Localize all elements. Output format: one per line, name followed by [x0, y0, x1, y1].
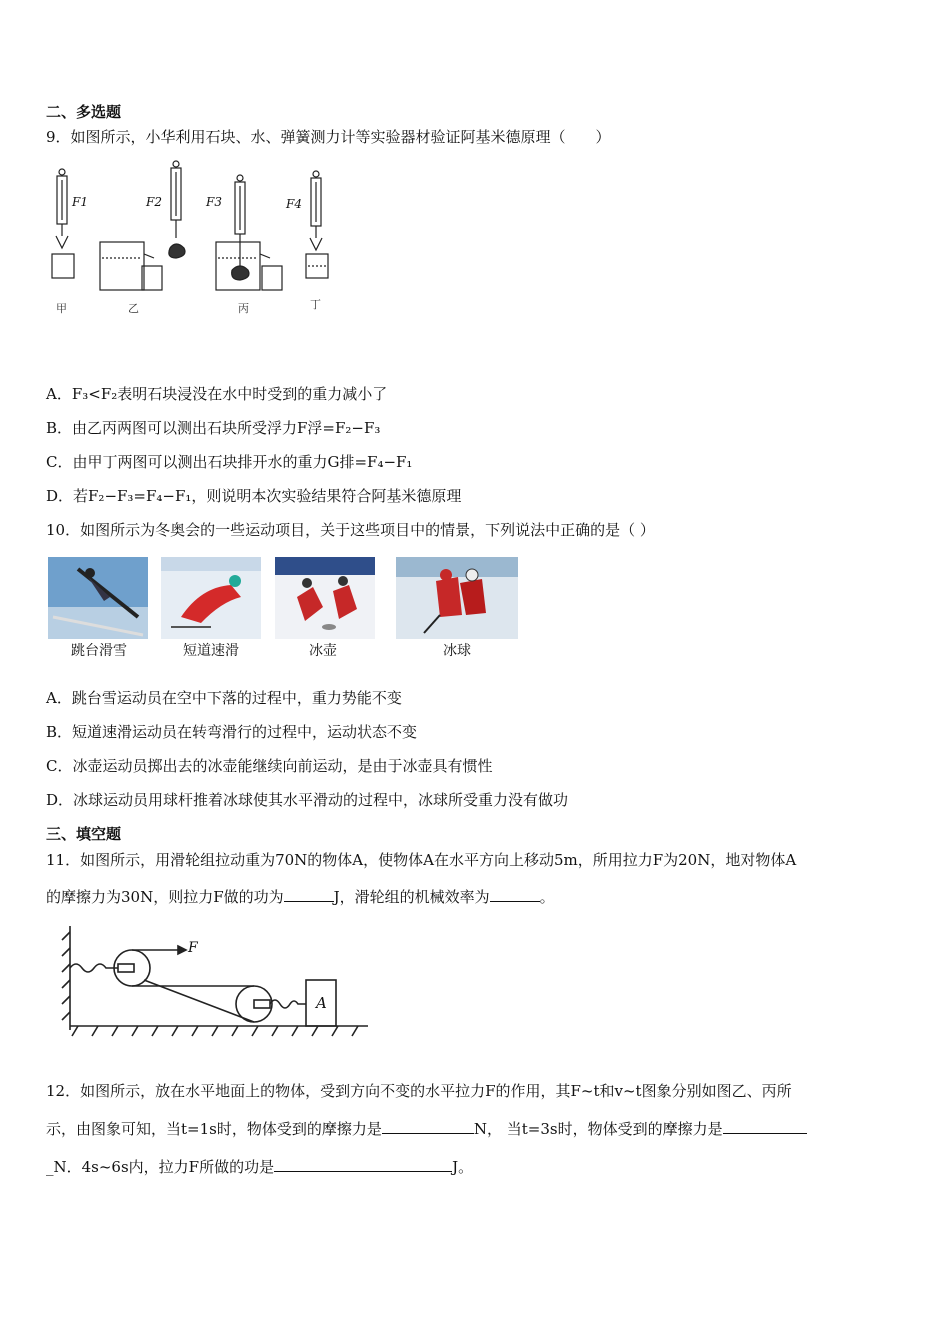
- question-11-line1: 11．如图所示，用滑轮组拉动重为70N的物体A，使物体A在水平方向上移动5m，所用拉力F为20N，地对物体A: [46, 851, 797, 869]
- label-ding: 丁: [310, 298, 321, 311]
- q10-option-c[interactable]: C．冰壶运动员掷出去的冰壶能继续向前运动，是由于冰壶具有惯性: [46, 757, 493, 775]
- speed-skating-photo: [161, 557, 261, 639]
- q9-option-a[interactable]: A．F₃<F₂表明石块浸没在水中时受到的重力减小了: [46, 385, 388, 403]
- question-11-line2: [46, 887, 555, 907]
- q10-option-a[interactable]: A．跳台雪运动员在空中下落的过程中，重力势能不变: [46, 689, 402, 707]
- pulley-system-figure: [58, 922, 374, 1044]
- question-12-line3: [46, 1157, 473, 1177]
- label-f3: F3: [206, 195, 222, 209]
- label-force-f: F: [188, 940, 198, 956]
- ski-jump-photo: [48, 557, 148, 639]
- q12-blank-friction-1s[interactable]: [382, 1119, 474, 1134]
- q10-option-b[interactable]: B．短道速滑运动员在转弯滑行的过程中，运动状态不变: [46, 723, 418, 741]
- q12-text-d: J。: [452, 1158, 474, 1176]
- q9-option-d[interactable]: D．若F₂−F₃=F₄−F₁，则说明本次实验结果符合阿基米德原理: [46, 487, 462, 505]
- q12-text-c: _N．4s~6s内，拉力F所做的功是: [46, 1158, 275, 1176]
- question-9-stem: 9．如图所示，小华利用石块、水、弹簧测力计等实验器材验证阿基米德原理（ ）: [46, 128, 611, 146]
- ice-hockey-photo: [396, 557, 518, 639]
- q9-option-c[interactable]: C．由甲丁两图可以测出石块排开水的重力G排=F₄−F₁: [46, 453, 413, 471]
- q11-text-c: 。: [539, 888, 555, 906]
- q12-blank-friction-3s[interactable]: [723, 1119, 807, 1134]
- q9-option-b[interactable]: B．由乙丙两图可以测出石块所受浮力F浮=F₂−F₃: [46, 419, 381, 437]
- label-f4: F4: [286, 197, 302, 211]
- label-f2: F2: [146, 195, 162, 209]
- q12-blank-work[interactable]: [274, 1157, 452, 1172]
- caption-ski-jump: 跳台滑雪: [71, 643, 127, 659]
- label-jia: 甲: [56, 302, 67, 315]
- section-title: 二、多选题: [46, 103, 122, 121]
- q11-blank-efficiency[interactable]: [490, 887, 540, 902]
- archimedes-experiment-figure: [44, 158, 344, 320]
- caption-curling: 冰壶: [309, 643, 337, 659]
- caption-ice-hockey: 冰球: [443, 643, 471, 659]
- label-f1: F1: [72, 195, 88, 209]
- label-yi: 乙: [128, 302, 139, 315]
- caption-speed-skating: 短道速滑: [183, 643, 239, 659]
- q11-blank-work[interactable]: [284, 887, 334, 902]
- q11-text-a: 的摩擦力为30N，则拉力F做的功为: [46, 888, 284, 906]
- q11-text-b: J，滑轮组的机械效率为: [333, 888, 490, 906]
- question-12-line1: 12．如图所示，放在水平地面上的物体，受到方向不变的水平拉力F的作用，其F~t和v~t图象分别如图乙、丙所: [46, 1082, 792, 1100]
- q12-text-a: 示，由图象可知，当t=1s时，物体受到的摩擦力是: [46, 1120, 382, 1138]
- section-title-fill: 三、填空题: [46, 825, 122, 843]
- label-bing: 丙: [238, 302, 249, 315]
- q12-text-b: N， 当t=3s时，物体受到的摩擦力是: [473, 1120, 723, 1138]
- q10-option-d[interactable]: D．冰球运动员用球杆推着冰球使其水平滑动的过程中，冰球所受重力没有做功: [46, 791, 569, 809]
- label-block-a: A: [316, 994, 327, 1012]
- question-10-stem: 10．如图所示为冬奥会的一些运动项目，关于这些项目中的情景，下列说法中正确的是（ ）: [46, 521, 655, 539]
- question-12-line2: [46, 1119, 807, 1139]
- curling-photo: [275, 557, 375, 639]
